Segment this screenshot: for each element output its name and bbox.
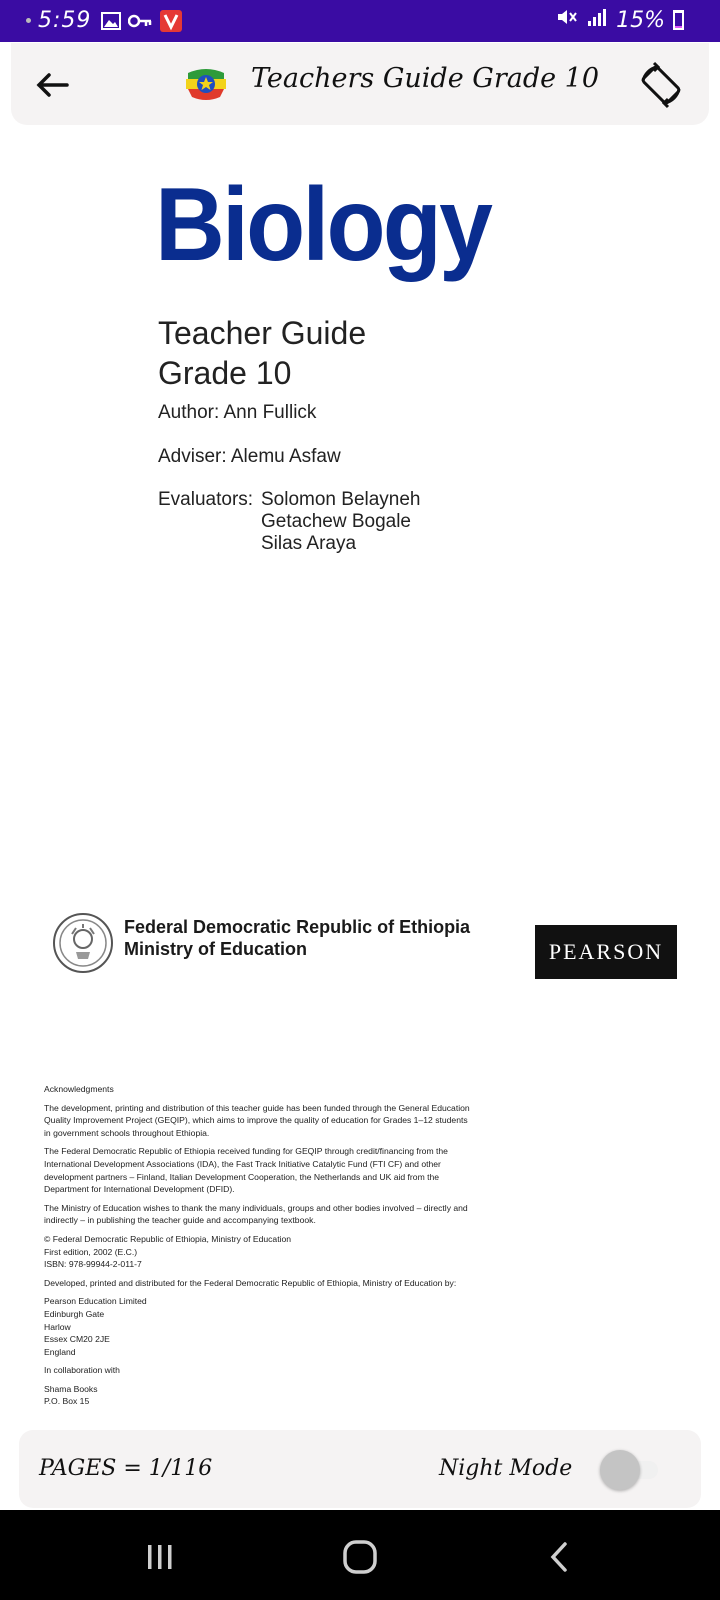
vpn-app-icon — [160, 10, 182, 32]
pearson-logo-text: PEARSON — [548, 939, 664, 964]
ack-line: Department for International Development (DFID). — [44, 1184, 235, 1195]
ack-line: The Federal Democratic Republic of Ethiopia received funding for GEQIP through credit/financing from the — [44, 1146, 448, 1157]
ack-paragraph: Developed, printed and distributed for the Federal Democratic Republic of Ethiopia, Ministry of Education by: — [44, 1277, 457, 1288]
chevron-left-icon — [543, 1540, 577, 1574]
ack-paragraph — [44, 1202, 514, 1227]
ack-line: Harlow — [44, 1321, 71, 1332]
app-bar — [11, 43, 709, 125]
ack-paragraph — [44, 1383, 514, 1408]
ethiopia-flag-logo — [182, 63, 230, 105]
ack-line: indirectly – in publishing the teacher guide and accompanying textbook. — [44, 1215, 316, 1226]
battery-percent: 15% — [616, 7, 665, 33]
battery-icon — [673, 10, 684, 30]
ack-line: Edinburgh Gate — [44, 1308, 105, 1319]
adviser-line: Adviser: Alemu Asfaw — [158, 446, 341, 467]
recent-apps-icon — [143, 1540, 177, 1574]
pdf-page[interactable] — [0, 125, 720, 1425]
book-subtitle: Teacher Guide — [158, 315, 367, 351]
page-counter: PAGES = 1/116 — [39, 1456, 213, 1481]
status-time: 5:59 — [38, 8, 92, 33]
ack-line: England — [44, 1346, 76, 1357]
back-button[interactable] — [33, 65, 73, 105]
key-icon — [128, 10, 152, 32]
ack-line: International Development Associations (IDA), the Fast Track Initiative Catalytic Fund (FTI CF) and other — [44, 1158, 441, 1169]
recent-apps-button[interactable] — [130, 1532, 190, 1582]
back-arrow-icon — [33, 65, 73, 105]
ack-line: development partners – Finland, Italian Development Cooperation, the Netherlands and UK aid from the — [44, 1171, 440, 1182]
book-title: Biology — [155, 167, 491, 283]
ack-line: ISBN: 978-99944-2-011-7 — [44, 1259, 142, 1270]
ack-paragraph — [44, 1233, 514, 1271]
status-right-cluster — [556, 7, 684, 33]
back-nav-button[interactable] — [530, 1532, 590, 1582]
ack-paragraph — [44, 1102, 514, 1140]
ack-line: Essex CM20 2JE — [44, 1334, 110, 1345]
system-nav-bar — [0, 1510, 720, 1600]
screen-rotate-button[interactable] — [635, 59, 687, 111]
ack-line: Shama Books — [44, 1383, 98, 1394]
ministry-line-2: Ministry of Education — [124, 939, 308, 959]
ack-line: © Federal Democratic Republic of Ethiopia, Ministry of Education — [44, 1233, 292, 1244]
ack-heading: Acknowledgments — [44, 1084, 114, 1094]
status-bar — [0, 0, 720, 42]
app-title: Teachers Guide Grade 10 — [251, 63, 600, 94]
ack-paragraph: In collaboration with — [44, 1365, 120, 1376]
ack-line: First edition, 2002 (E.C.) — [44, 1246, 138, 1257]
night-mode-toggle[interactable] — [600, 1450, 660, 1490]
toggle-thumb — [600, 1450, 640, 1490]
ack-line: P.O. Box 15 — [44, 1396, 90, 1407]
author-line: Author: Ann Fullick — [158, 402, 317, 423]
ack-paragraph — [44, 1145, 514, 1195]
notification-dot-icon — [26, 18, 31, 23]
ack-paragraph — [44, 1295, 514, 1358]
ministry-seal-emblem — [52, 912, 114, 974]
home-button[interactable] — [330, 1532, 390, 1582]
pearson-logo — [535, 925, 677, 979]
ack-line: Pearson Education Limited — [44, 1296, 147, 1307]
image-notification-icon — [100, 10, 122, 32]
reader-footer — [19, 1430, 701, 1508]
ack-line: Quality Improvement Project (GEQIP), which aims to improve the quality of education for Grades 1–12 students — [44, 1115, 468, 1126]
ministry-line-1: Federal Democratic Republic of Ethiopia — [124, 917, 471, 937]
evaluator-name: Silas Araya — [261, 533, 357, 554]
signal-icon — [586, 7, 608, 33]
evaluator-name: Getachew Bogale — [261, 511, 411, 532]
screen-rotate-icon — [635, 59, 687, 111]
evaluator-name: Solomon Belayneh — [261, 489, 421, 510]
ack-line: The development, printing and distribution of this teacher guide has been funded through the General Education — [44, 1102, 470, 1113]
ack-line: The Ministry of Education wishes to thank the many individuals, groups and other bodies involved – directly and — [44, 1202, 468, 1213]
night-mode-label: Night Mode — [439, 1456, 573, 1481]
ack-line: in government schools throughout Ethiopia. — [44, 1127, 210, 1138]
book-grade: Grade 10 — [158, 355, 292, 391]
home-icon — [341, 1538, 379, 1576]
evaluators-label: Evaluators: — [158, 489, 254, 510]
acknowledgments-block — [44, 1083, 514, 1414]
mute-icon — [556, 7, 578, 33]
